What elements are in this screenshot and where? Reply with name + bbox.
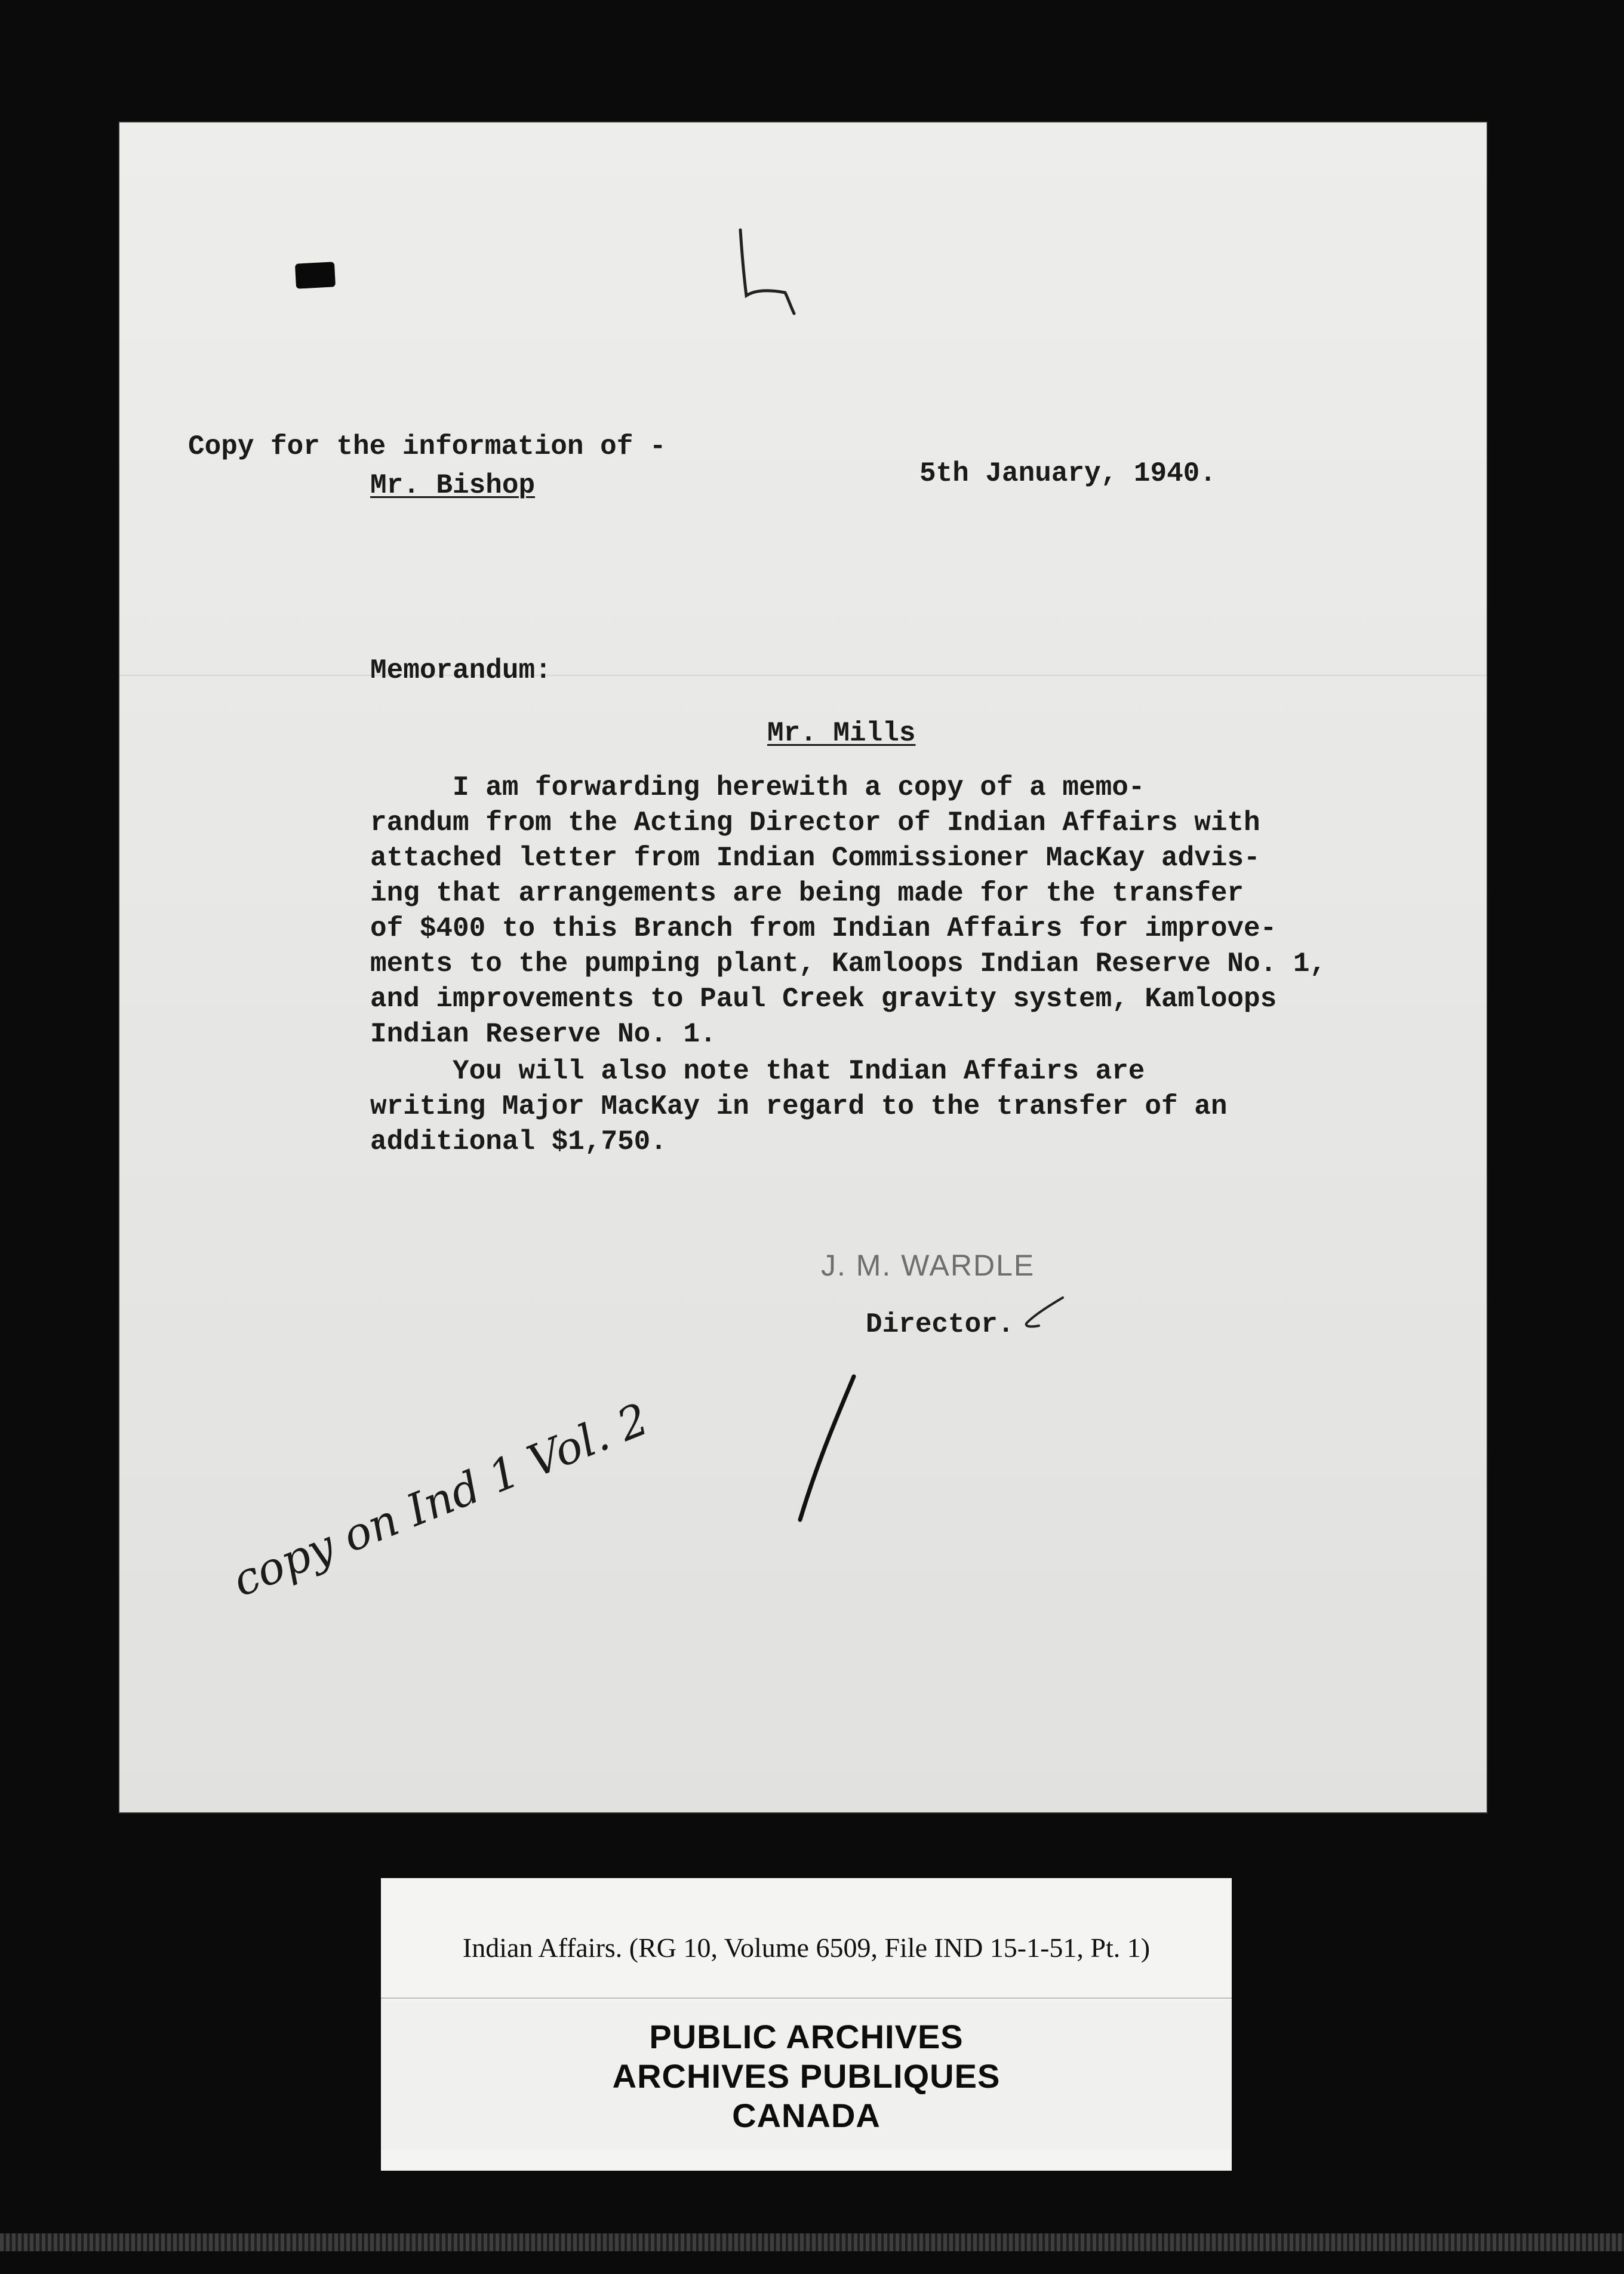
memorandum-heading: Memorandum: [370,655,552,686]
body-line: randum from the Acting Director of Indian Affairs with [370,807,1260,838]
archives-line-en: PUBLIC ARCHIVES [649,2018,964,2055]
body-line: of $400 to this Branch from Indian Affairs for improve- [370,913,1277,944]
body-line: and improvements to Paul Creek gravity system, Kamloops [370,984,1277,1015]
archive-citation: Indian Affairs. (RG 10, Volume 6509, File IND 15-1-51, Pt. 1) [462,1932,1151,1963]
letter-sheet [119,122,1487,1812]
addressee-name: Mr. Mills [767,718,916,749]
check-mark [1015,1293,1069,1335]
body-line: I am forwarding herewith a copy of a memo- [370,772,1145,803]
body-line: ing that arrangements are being made for the transfer [370,878,1244,909]
archives-stamp [381,2000,1232,2150]
archives-line-fr: ARCHIVES PUBLIQUES [612,2057,1001,2095]
recipient-name: Mr. Bishop [370,470,536,501]
pen-stroke [782,1370,866,1526]
copy-info-line: Copy for the information of - [188,431,666,462]
label-divider [381,1998,1232,1999]
paper-fold-line [119,675,1487,676]
body-line: Indian Reserve No. 1. [370,1019,716,1050]
handwritten-tick-mark [728,224,806,319]
redaction-mark [295,262,336,288]
signature-title: Director. [866,1309,1014,1340]
body-line: writing Major MacKay in regard to the transfer of an [370,1091,1228,1122]
handwritten-note: copy on Ind 1 Vol. 2 [225,1393,656,1607]
body-line: additional $1,750. [370,1126,667,1157]
archives-line-country: CANADA [732,2097,881,2134]
archive-label-card [381,1878,1232,2171]
body-line: attached letter from Indian Commissioner MacKay advis- [370,843,1260,874]
body-line: You will also note that Indian Affairs are [370,1056,1145,1087]
body-paragraph-2 [370,1054,1415,1160]
name-stamp: J. M. WARDLE [821,1249,1035,1282]
film-edge-strip [0,2233,1624,2251]
letter-date: 5th January, 1940. [919,458,1216,489]
body-paragraph-1 [370,770,1415,1052]
body-line: ments to the pumping plant, Kamloops Indian Reserve No. 1, [370,948,1327,979]
